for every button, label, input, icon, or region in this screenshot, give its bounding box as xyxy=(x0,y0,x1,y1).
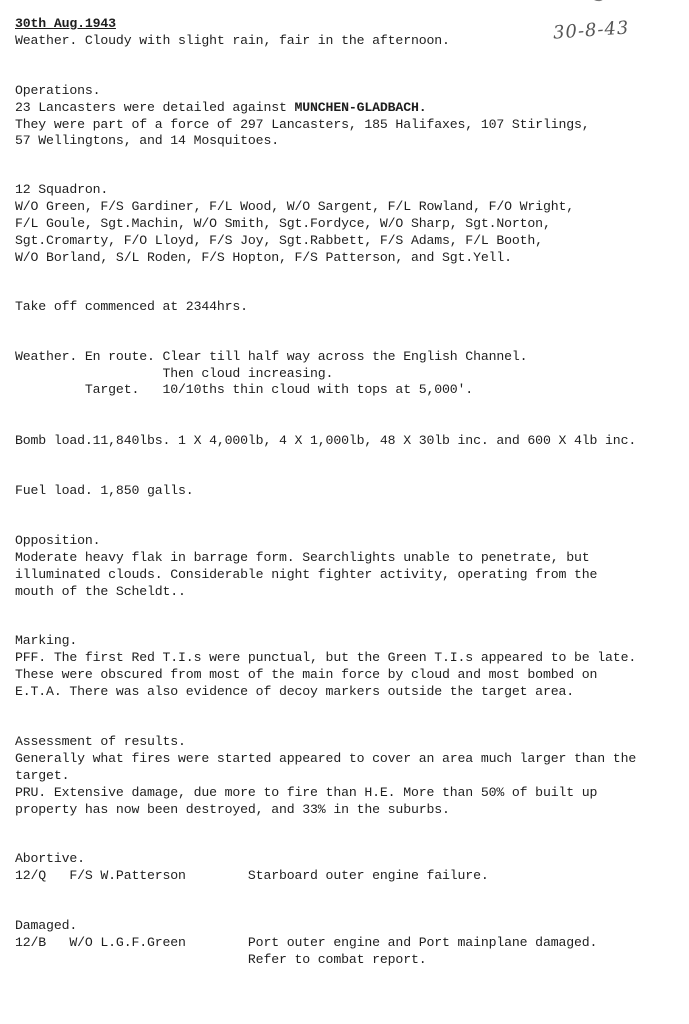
assessment-line: Generally what fires were started appeared to cover an area much larger than the xyxy=(15,751,637,766)
marking-line: E.T.A. There was also evidence of decoy markers outside the target area. xyxy=(15,684,574,699)
operations-heading: Operations. xyxy=(15,83,101,98)
opposition-line: Moderate heavy flak in barrage form. Searchlights unable to penetrate, but xyxy=(15,550,590,565)
opposition-line: illuminated clouds. Considerable night fighter activity, operating from the xyxy=(15,567,598,582)
damaged-entry: 12/B W/O L.G.F.Green Port outer engine and Port mainplane damaged. xyxy=(15,935,598,950)
marking-heading: Marking. xyxy=(15,633,78,648)
assessment-line: PRU. Extensive damage, due more to fire than H.E. More than 50% of built up xyxy=(15,785,598,800)
crew-line: W/O Green, F/S Gardiner, F/L Wood, W/O Sargent, F/L Rowland, F/O Wright, xyxy=(15,199,574,214)
assessment-heading: Assessment of results. xyxy=(15,734,186,749)
target-name: MUNCHEN-GLADBACH. xyxy=(294,100,427,115)
abortive-heading: Abortive. xyxy=(15,851,85,866)
marking-line: These were obscured from most of the main force by cloud and most bombed on xyxy=(15,667,598,682)
takeoff-time: Take off commenced at 2344hrs. xyxy=(15,299,248,314)
assessment-line: target. xyxy=(15,768,70,783)
handwritten-scribble xyxy=(590,0,630,4)
marking-line: PFF. The first Red T.I.s were punctual, but the Green T.I.s appeared to be late. xyxy=(15,650,637,665)
damaged-entry-cont: Refer to combat report. xyxy=(15,952,427,967)
abortive-entry: 12/Q F/S W.Patterson Starboard outer engine failure. xyxy=(15,868,489,883)
operations-line: They were part of a force of 297 Lancasters, 185 Halifaxes, 107 Stirlings, xyxy=(15,117,590,132)
squadron-heading: 12 Squadron. xyxy=(15,182,109,197)
opposition-line: mouth of the Scheldt.. xyxy=(15,584,186,599)
crew-line: Sgt.Cromarty, F/O Lloyd, F/S Joy, Sgt.Rabbett, F/S Adams, F/L Booth, xyxy=(15,233,543,248)
weather-target: Target. 10/10ths thin cloud with tops at 5,000'. xyxy=(15,382,474,397)
weather-summary: Weather. Cloudy with slight rain, fair in the afternoon. xyxy=(15,33,450,48)
operations-line: 23 Lancasters were detailed against MUNCHEN-GLADBACH. xyxy=(15,100,427,115)
document-date: 30th Aug.1943 xyxy=(15,16,116,31)
bomb-load: Bomb load.11,840lbs. 1 X 4,000lb, 4 X 1,000lb, 48 X 30lb inc. and 600 X 4lb inc. xyxy=(15,433,637,448)
opposition-heading: Opposition. xyxy=(15,533,101,548)
fuel-load: Fuel load. 1,850 galls. xyxy=(15,483,194,498)
handwritten-date: 30-8-43 xyxy=(552,17,631,44)
assessment-line: property has now been destroyed, and 33% in the suburbs. xyxy=(15,802,450,817)
operations-line: 57 Wellingtons, and 14 Mosquitoes. xyxy=(15,133,279,148)
crew-line: F/L Goule, Sgt.Machin, W/O Smith, Sgt.Fordyce, W/O Sharp, Sgt.Norton, xyxy=(15,216,551,231)
weather-enroute-cont: Then cloud increasing. xyxy=(15,366,334,381)
weather-enroute: Weather. En route. Clear till half way across the English Channel. xyxy=(15,349,528,364)
crew-line: W/O Borland, S/L Roden, F/S Hopton, F/S Patterson, and Sgt.Yell. xyxy=(15,250,512,265)
damaged-heading: Damaged. xyxy=(15,918,78,933)
